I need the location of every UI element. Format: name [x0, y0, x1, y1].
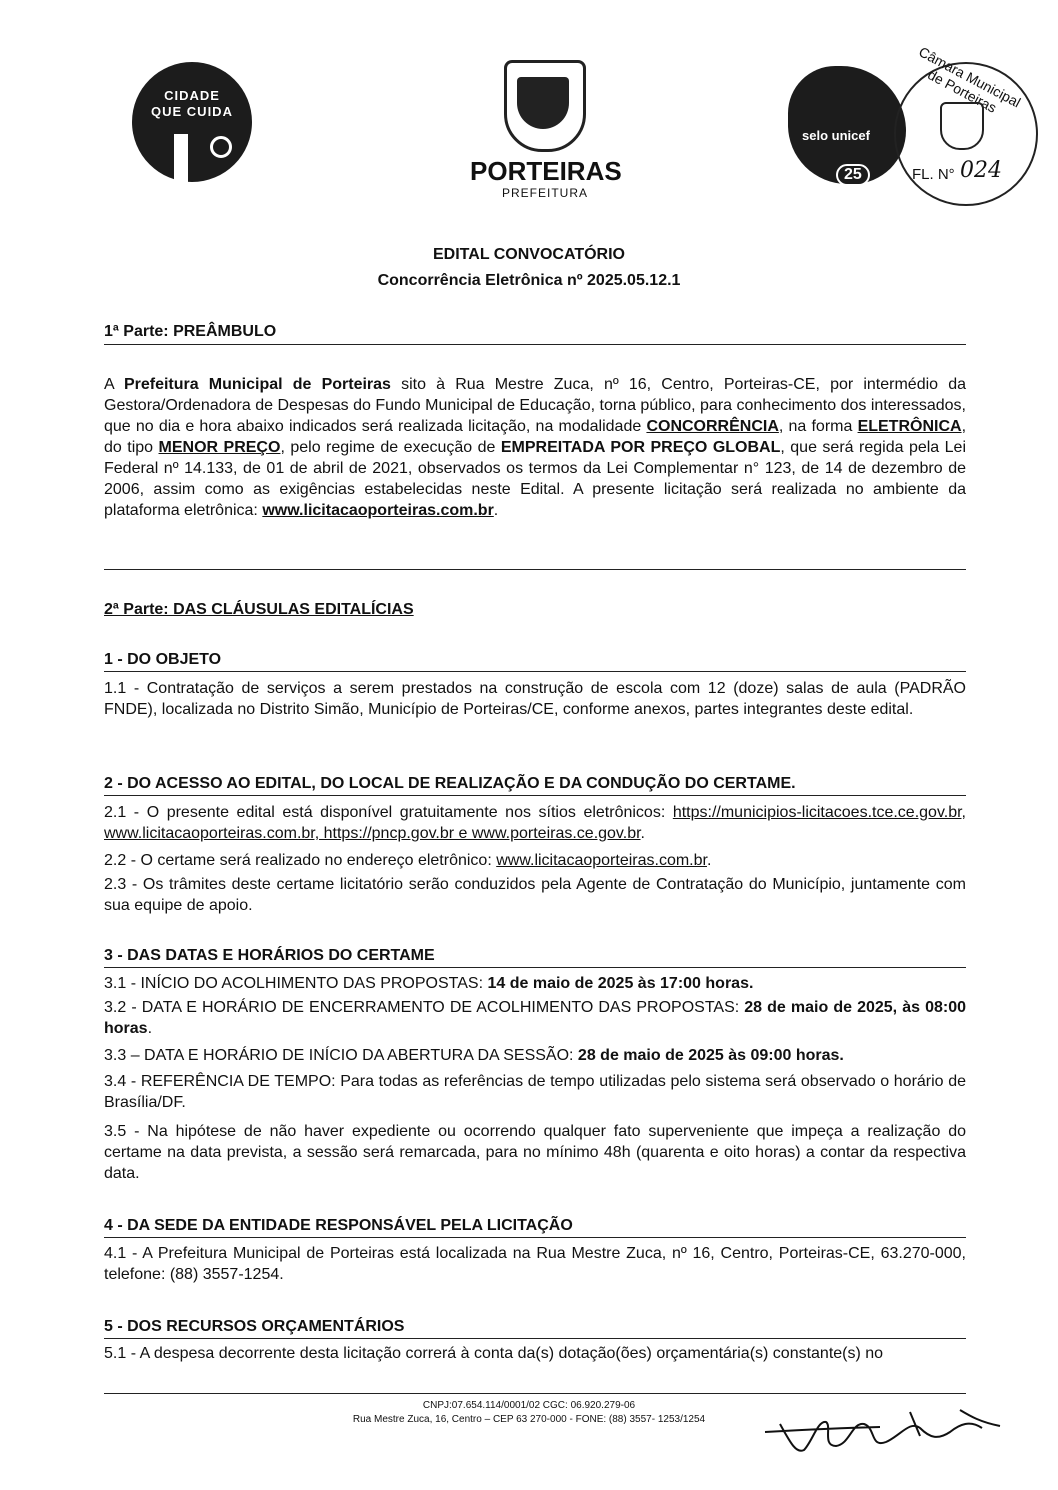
seal-text: selo unicef	[802, 128, 870, 143]
divider	[104, 344, 966, 345]
seal-number: 25	[836, 164, 870, 186]
part2-heading: 2ª Parte: DAS CLÁUSULAS EDITALÍCIAS	[104, 601, 414, 618]
section1-paragraph: 1.1 - Contratação de serviços a serem prestados na construção de escola com 12 (doze) salas de aula (PADRÃO FNDE), localizada no Distrito Simão, Município de Porteiras/CE, conforme anexos, partes integrantes deste edital.	[104, 680, 966, 718]
document-title: EDITAL CONVOCATÓRIO	[433, 246, 625, 263]
porteiras-prefeitura-logo	[470, 60, 620, 200]
divider	[104, 1237, 966, 1238]
logo-name: PORTEIRAS	[470, 156, 622, 186]
section1-heading: 1 - DO OBJETO	[104, 651, 222, 668]
divider	[104, 569, 966, 570]
section2-item1: 2.1 - O presente edital está disponível gratuitamente nos sítios eletrônicos: https://municipios-licitacoes.tce.ce.gov.br, www.licitacaoporteiras.com.br, https://pncp.gov.br e www.porteiras.ce.gov.br.	[104, 804, 966, 842]
cidade-que-cuida-logo	[132, 62, 252, 182]
section3-item4: 3.4 - REFERÊNCIA DE TEMPO: Para todas as referências de tempo utilizadas pelo sistema será observado o horário de Brasília/DF.	[104, 1073, 966, 1111]
footer-cnpj: CNPJ:07.654.114/0001/02 CGC: 06.920.279-06	[422, 1400, 636, 1411]
section2-heading: 2 - DO ACESSO AO EDITAL, DO LOCAL DE REALIZAÇÃO E DA CONDUÇÃO DO CERTAME.	[104, 775, 796, 792]
section3-item5: 3.5 - Na hipótese de não haver expediente ou ocorrendo qualquer fato superveniente que impeça a realização do certame na data prevista, a sessão será remarcada, para no mínimo 48h (quarenta e oito horas) a contar da respectiva data.	[104, 1123, 966, 1182]
section3-item1: 3.1 - INÍCIO DO ACOLHIMENTO DAS PROPOSTAS: 14 de maio de 2025 às 17:00 horas.	[104, 975, 754, 992]
divider	[104, 967, 966, 968]
divider	[104, 795, 966, 796]
logo-heart-icon	[210, 136, 232, 158]
section3-item3: 3.3 – DATA E HORÁRIO DE INÍCIO DA ABERTURA DA SESSÃO: 28 de maio de 2025 às 09:00 horas.	[104, 1047, 844, 1064]
logo-figure	[174, 134, 188, 182]
section2-item3: 2.3 - Os trâmites deste certame licitatório serão conduzidos pela Agente de Contratação do Município, juntamente com sua equipe de apoio.	[104, 876, 966, 914]
part1-heading: 1ª Parte: PREÂMBULO	[104, 323, 277, 340]
municipal-crest-icon	[504, 60, 586, 152]
footer-divider	[104, 1393, 966, 1394]
stamp-folio-number: 024	[960, 158, 1002, 183]
preamble-paragraph: A Prefeitura Municipal de Porteiras sito à Rua Mestre Zuca, nº 16, Centro, Porteiras-CE, por intermédio da Gestora/Ordenadora de Despesas do Fundo Municipal de Educação, torna público, para conhecimento dos interessados, que no dia e hora abaixo indicados será realizada licitação, na modalidade CONCORRÊNCIA, na forma ELETRÔNICA, do tipo MENOR PREÇO, pelo regime de execução de EMPREITADA POR PREÇO GLOBAL, que será regida pela Lei Federal nº 14.133, de 01 de abril de 2021, observados os termos da Lei Complementar n° 123, de 14 de dezembro de 2006, assim como as exigências estabelecidas neste Edital. A presente licitação será realizada no ambiente da plataforma eletrônica: www.licitacaoporteiras.com.br.	[104, 376, 967, 519]
camara-page-stamp	[894, 43, 1038, 206]
logo-subtitle: PREFEITURA	[501, 186, 588, 200]
divider	[104, 1338, 966, 1339]
stamp-folio-label: FL. N°	[912, 166, 955, 183]
section5-heading: 5 - DOS RECURSOS ORÇAMENTÁRIOS	[104, 1318, 405, 1335]
logo-text-line2: QUE CUIDA	[151, 104, 233, 119]
handwritten-signature	[760, 1402, 1020, 1462]
section5-item1: 5.1 - A despesa decorrente desta licitação correrá à conta da(s) dotação(ões) orçamentária(s) constante(s) no	[104, 1345, 884, 1362]
stamp-emblem-icon	[940, 102, 984, 150]
edital-links[interactable]: https://municipios-licitacoes.tce.ce.gov.br, www.licitacaoporteiras.com.br, https://pncp.gov.br e www.porteiras.ce.gov.br	[104, 804, 966, 842]
logo-text-line1: CIDADE	[164, 88, 220, 103]
document-subtitle: Concorrência Eletrônica nº 2025.05.12.1	[377, 272, 681, 289]
platform-link[interactable]: www.licitacaoporteiras.com.br	[262, 502, 494, 519]
footer-address: Rua Mestre Zuca, 16, Centro – CEP 63 270-000 - FONE: (88) 3557- 1253/1254	[352, 1414, 706, 1425]
section4-item1: 4.1 - A Prefeitura Municipal de Porteiras está localizada na Rua Mestre Zuca, nº 16, Centro, Porteiras-CE, 63.270-000, telefone: (88) 3557-1254.	[104, 1245, 966, 1283]
section3-heading: 3 - DAS DATAS E HORÁRIOS DO CERTAME	[104, 947, 435, 964]
section4-heading: 4 - DA SEDE DA ENTIDADE RESPONSÁVEL PELA LICITAÇÃO	[104, 1217, 573, 1234]
section3-item2: 3.2 - DATA E HORÁRIO DE ENCERRAMENTO DE ACOLHIMENTO DAS PROPOSTAS: 28 de maio de 2025, às 08:00 horas.	[104, 999, 966, 1037]
divider	[104, 671, 966, 672]
section2-item2: 2.2 - O certame será realizado no endereço eletrônico: www.licitacaoporteiras.com.br.	[104, 852, 712, 869]
selo-unicef-seal	[788, 66, 906, 184]
certame-link[interactable]: www.licitacaoporteiras.com.br	[496, 852, 707, 869]
stamp-ring-text: Câmara Municipal de Porteiras	[916, 43, 1024, 116]
